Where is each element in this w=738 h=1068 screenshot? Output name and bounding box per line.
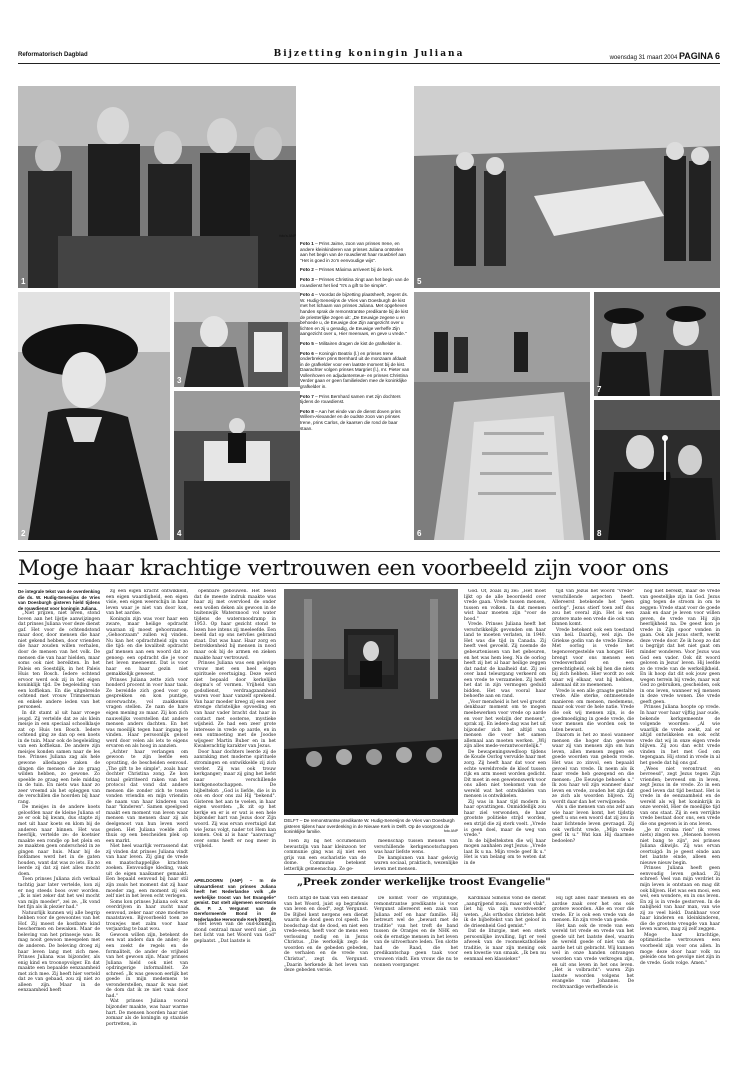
photo-number: 2 <box>21 529 26 538</box>
date-text: woensdag 31 maart 2004 <box>609 55 678 61</box>
sidebar-paragraph: toch altijd de taak van een dienaar van het Woord, juist op begrafenis van leven en dood", zegt Vergunst. De Bijbel kent nergens een dienst waarin de dood geen rol speelt. De boodschap dat de dood, en niet een vrede-eens, heeft voor de mens een verlossing nodig en in Jezus Christus. „Die werkelijk zegt: de woorden en de gebeden gebeden, de verhalen en de vrede van Christus", zegt ds. Vergunst. „Daarin herkende ik het leven van deze gebeden versie. <box>284 896 368 974</box>
article-paragraph: De kampiunen van haar gelovig waren sociaal, praktisch, wezenlijke leven met mensen. <box>374 855 458 872</box>
photo-5 <box>414 86 720 288</box>
delft-photo-caption: DELFT – De remonstrantse predikante W. Hudig-Senesijns de Vries van Doesburgh gisteren tijdens haar overdenking in de Nieuwe Kerk in Delft. Op de voorgrond de koninklijke familie. foto ANP <box>284 818 458 835</box>
page-label: PAGINA <box>678 51 714 61</box>
article-paragraph: tijd van Jezus het woord "vrede" verschillende aspecten heeft. Allereerst betekende het "geen oorlog". Jezus stierf toen zelf dus zou het overal zijn. Het is een grotere mate een vrede die ook van binnen komt. <box>552 589 634 628</box>
photo-delft <box>284 589 458 815</box>
article-paragraph: Zij was in haar tijd modern in haar opvattingen. Onmiddellijk zou haar ziel verwonden, de haar grootste politieke strijd worden, een strijd die zij sterk voelt. „Vrede is geen doel, maar de weg van vrede." <box>464 799 546 839</box>
caption-4: Foto 4 – Voordat de bijzetting plaatsheeft, zegent ds. W. Hudig-Senesijns de Vries van Doesburgh de kist met het lichaam van prinses Juliana. Met opgeheven handen sprak de remonstrantse predikante bij de kist de priesterlijke zegen uit: „De Eeuwige zegene u en behoede u, de Eeuwige doe Zijn aangezicht over u lichten en zij u genadig, de Eeuwige verheffe Zijn aangezicht over u, Hier meenuws, en geve u vrede." <box>300 292 409 337</box>
article-paragraph: Als u die mensen van ons zelf aan wie haar leven komt, het tijdstip geeft u ons een woord dat zij zou in haar lichtende leven gevraagd. Zij ook verlicht vrede, „Mijn vrede geef Ik u." Wat kan Hij daarmee bedoelen? <box>552 805 634 844</box>
article-column-4 <box>284 839 366 873</box>
photo-3-image <box>174 292 300 387</box>
sidebar-paragraph: Dat de liturgie, met een sterk persoonlijke invulling, ligt er veel afweek van de roomsekatholieke traditie, is naar zijn mening ook een kwestie van smaak. „Ik ben nu eenmaal een klassieker." <box>464 929 546 963</box>
photo-4 <box>174 391 300 540</box>
article-headline: Moge haar krachtige vertrouwen een voorbeeld zijn voor ons <box>18 556 669 581</box>
newspaper-source: Reformatorisch Dagblad <box>18 52 88 58</box>
article-paragraph: Niet heel waarlijk verrassend dat zij vinden dat prinses Juliana vindt van haar leven. Zij ging de vrede en maatschappelijke krachten zoeken. Eenvoudige kleding, vaak uit de eigen naaikamer gemaakt. Een bepaald eenvoud bij haar stil zijn zoals het moment dat zij haar moeder zag, een moment zij ook zelf niet in het leven echt verlegen. <box>106 844 188 900</box>
article-lead: De integrale tekst van de overdenking die ds. W. Hudig-Senesijns de Vries van Doesburgh gisteren hield tijdens de rouwdienst voor koningin Juliana. <box>18 589 100 611</box>
sidebar-column-2 <box>284 896 368 1050</box>
article-paragraph: In dit stamt al uit haar vroege jeugd. Zij vertelde dat ze als klein meisje in een speciaal schoolklasje zat op Huis ten Bosch. Iedere ochtend ging ze dan op een koets in de tuin. Maar ook de begeleiding van een koffiekan. De andere zijn meisjes konden samen naar de les toe. Prinses Juliana zag als hele gewone alledaagse zaken de dingen die mensen die zo graag wilden hebben, zo gewone. Zo speelde ze graag een hele middag in de tuin. En niets was haar zo zeer vreemd als het opleggen van de verschillen die hoorden bij haar rang. <box>18 711 100 805</box>
article-paragraph: De bewapeningswedloop tijdens de Koude Oorlog vervulde haar met zorg. Zij heeft haar dat voor een echte wereldvrede de kloof tussen rijk en arm moest worden gedicht. Dit moet in een gewetenswerk voor ons allen niet toekomst van de wereld wat het ontwikkelen van mensen is ontwikkelen. <box>464 749 546 800</box>
article-column-5 <box>374 839 458 873</box>
article-paragraph: Vrede is een alle graagte gestalte vrede. Alle sterke, ontmoetende manieren om mensen, medemens, maar ook voor de hele natie. Vrede die ook wij mensen zijn, is de goedmoediging in goede vrede, die voor mensen die worden ook te laten bewust. <box>552 688 634 733</box>
article-paragraph: nog niet bereikt, maar de vrede van geestelijke zijn in God. Jezus ging tegen de stroom in om te zeggen: Vrede staat voor de goede zaak en daar je leven voor willen geven, de vrede van Hij zijn heerlijkheid na. De geest kon je vrede in Zijn spoor vonden in gaan. Ook als Jezus sterft, werkt deze vrede door. Ze ik hoop zo dat u begrijpt dat het niet gaat om minder wonderen. Voor Jezus was God een vader. Ook dit woord geloven in Jezus' leven. Hij leefde zo de vrede van de werkelijkheid. En ik hoop dat dit ook jouw geen wegen terrein bij vrede, maar wat God zo gebruiken, gescheiden, ook in ons leven, wanneer wij mensen in deze vrede wonen. Die vrede geeft geen. <box>640 589 720 705</box>
article-paragraph: „Achter haar verlangen om gewoon te zijn leefde een opvatting, de bescheiden eenvoud. „The gift to be simple", zoals haar dochter Christina zong. Ze kon totaal geïrriteerd raken van het protocol dat vond dat andere mensen die zonder zich te tonen vonden vriendin en mijn vriendin de naam van haar kinderen van haar "kinderen". Samen speelgoed maakt een moment van leven waar mensen van mensen daar zij als deelgenoot van hun leven werd gezien. Het Juliana voelde zich thuis op een bescheiden plek op een markt. <box>106 749 188 844</box>
caption-1: Foto 1 – Prins Jaime, zoon van prinses Irene, en andere kleinkinderen van prinses Juliana ontstelen aan het begin van de rouwdienst haar rouwbrief aan "Het is goed in zo'n eenvoudige wijs". <box>300 241 406 263</box>
photo-5-image <box>414 86 720 288</box>
article-paragraph: meenschap tussen mensen van verschillende kerkgenootschappen was haar liefste wens. <box>374 839 458 856</box>
article-paragraph: Toen zij bij het occumenisch bewustzijn van haar kleinzoon ter communie ging was zij niet een grijs van een eucharistie van de dome. Communie betekent letterlijk gemeenschap. Ze ge- <box>284 839 366 872</box>
article-paragraph: Moge haar krachtige, optimistische vertrouwen een voorbeeld zijn voor ons allen. In moge deze door haar volk nu geleide ons ten gevolge niet zijn in de vrede. Gods volge. Amen." <box>640 932 720 966</box>
photo-delft-image <box>284 589 458 815</box>
article-paragraph: Soms kon prinses Juliana ook wat overdrijven in haar zucht naar eenvoud, zeker naar onze moderne maatstaven. Bijvoorbeeld toen ze trouwjes met zalm voor haar verjaardag te baat wou. <box>106 899 188 933</box>
article-paragraph: „Voor mensheid is het wel grootst denkbaar moment om te mogen meebewerken voor vrede op aarde en voor het welzijn der mensen", sprak zij. En iedere dag was het uit bijzonder zich het altijd van mensen die voor het samen allemaal aan moeten werken. „Wij zijn alles mede-verantwoordelijk." <box>464 699 546 750</box>
sidebar-column-3 <box>374 896 458 1050</box>
headline-rule-top <box>18 551 720 552</box>
article-paragraph: Prinses Juliana was een gelovige vrouw met een heel eigen spirituele overtuiging. Deze werd niet bepaald door kerkelijke dogma's of vormen. Vrijheid van godsdienst, verdraagzaamheid waren voor haar vanzelf sprekend. Van haar moeder kreeg zij een zeer strenge christelijke opvoeding en van haar vader bracht dat haar in contact met oosterse, mystieke wijsheid. Ze had een zeer grote interesse in vrede op aarde, en in een ontmoeting met de Joodse wijsgeer Martin Buber en in het Kwakerachtig karakter van Jezus. <box>194 661 276 750</box>
page-date <box>610 51 720 61</box>
photo-4-image <box>174 391 300 540</box>
headline-rule-bottom <box>18 583 720 584</box>
photo-number: 7 <box>597 385 602 394</box>
photo-credit: foto ANP <box>443 829 458 834</box>
caption-3: Foto 3 – Prinses Christina zingt aan het begin van de rouwdienst het lied "It's a gift to be simple". <box>300 276 409 288</box>
photo-1-image <box>18 86 296 288</box>
photo-number: 8 <box>597 529 602 538</box>
article-column-1 <box>18 589 100 1049</box>
sidebar-column-1 <box>194 878 276 1050</box>
article-paragraph: zij een eigen kracht ontwikkeld, een eigen waardigheid, een eigen visie, een eigen weerschijn in haar leven waar je niet van door kon, van het aardse. <box>106 589 188 617</box>
photo-2-image <box>18 292 170 540</box>
photo-number: 5 <box>417 277 422 286</box>
sidebar-lead: APELDOORN (ANP) – In de uitvaartdienst van prinses Juliana heeft het Nederlandse volk „de werkelijke troost van het Evangelie" gemist. Dat stelt algemeen secretaris ds. P. J. Vergunst van de Gereformeerde Bond in de Nederlandse Hervormde Kerk (NHK). <box>194 878 276 922</box>
page-number: 6 <box>714 51 720 61</box>
photo-7-image <box>594 292 720 396</box>
article-paragraph: Daarom is het zo mooi wanneer mensen die hoger dan gewone waar zij van mensen zijn om hun leven, allen mensen zeggen en goede woorden van gebeds vrede. Het was zo zinvol, een bepaald gevoel van vrede. Ik neem als ik haar vrede heb gezegend en die mensen: „De Eeuwige behoede u." Ik zou haar wil zijn wanneer daar leven en vrede, zouden het zijn dat ze zich als woorden blijven. Zij wordt daar dan het verwijzende. <box>552 733 634 805</box>
sidebar-paragraph: Hij ligt alles naar mensen en de aardse zaak over het ons ook grotere woorden. Alle en voor die vrede. Er is ook een vrede van de mensen. En zijn vrede van goede. <box>552 896 634 924</box>
section-title: Bijzetting koningin Juliana <box>273 49 465 59</box>
article-paragraph: In de bijbelteksten die wij haar mogen aanhalen zegt Jezus: „Vrede laat Ik u na. Mijn vrede geef Ik u." Het is van belang om te weten dat in de <box>464 838 546 866</box>
sidebar-paragraph: Kardinaal Simonis vond de dienst „aangrijpend mooi, maar wel vlak", liet hij via zijn woordvoerder weten. „Als orthodox christen hebt ik de bijbeltekst van het geloof in de drieenheid God gemist." <box>464 896 546 929</box>
article-paragraph: Natuurlijk kunnen wij alle begrip hebben voor de gewoontes van het Hof. Zij moest de kostbare kind beschermen en bewaken. Maar de beleving van het prinsesje was: Ik mag nooit gewoon meespelen met de anderen. De beleving droeg zij haar leven lang met zich mee. Prinses Juliana was bijzonder, als enig kind en troonopvolger. En dat maakte een bepaalde eenzaamheid met zich mee. Zij heeft hier verteld dat ze van gebaad, zou zij niet zo alleen zijn. Maar in de eenzaamheid heeft <box>18 910 100 994</box>
sidebar-headline: „Preek zonder werkelijke troost Evangelie" <box>297 876 551 888</box>
article-paragraph: Toen prinses Juliana zich verkaal tachtig jaar later vertelde, kon zij er nog steeds boos over worden. „Ik is niet zeker dat het wel mocht van mijn moeder", zei ze. „Ik vond het fijn als ik plezier had." <box>18 877 100 911</box>
sidebar-column-4 <box>464 896 546 1050</box>
caption-6: Foto 6 – Koningin Beatrix (l.) en prinses Irene onderbreken prins Bernhard uit de monzaam afdaalt in de grafkelder voor een laatste moment bij de kist. Daarachter volgen prinses Margriet (l.), mr. Pieter van Vollenhoven en adjudantenteue- en prinses Christina Verder gaan er geen familieleden mee de koninklijke grafkelder in. <box>300 350 410 390</box>
sidebar-paragraph: Het leven van de oud-koningin stond centraal maar werd niet „in het licht van het Woord van God" geplaatst. „Dat laatste is <box>194 922 276 945</box>
photo-captions <box>300 241 410 435</box>
article-paragraph: „Wees niet verontrust en bevreesd", zegt Jezus tegen Zijn vrienden; bevreesd om in leven, zegt Jezus in de vrede. Zo in een goed leven dat tijd bestaat. Het is vrede in de eenzaamheid en de wereld als wij het koninkrijk in onze wereld, Hier de moeilijke tijd van ons staat. Zij in een verrijkte vrede bestaat door ons, een vrede die ons gegeven is in ons leven. <box>640 766 720 827</box>
article-paragraph: Vrede betekent ook een toestand van heil. Daarbij, wel zijn. De Griekse godin van de vrede Eirene. Met oorlog is vrede het tegenovergestelde van honger. Het brengt voor ons mensen een vredesverband en een gerechtigheid, ook bij hen die niets bij zich hebben. Hier wordt zo ook waar wij elkaar, wat hij hebben, allemaal dit zo meenemen. <box>552 627 634 689</box>
sidebar-column-5 <box>552 896 634 1050</box>
photo-credit: foto's ANP <box>279 234 296 238</box>
article-paragraph: God. Of, zoals zij zei: „Het moet lijkt op de alle beoordeeld over vrede gaan. Vrede tussen mensen, tussen en volken. In dat meenen wist haar moeten zijn "voor de hood." <box>464 589 546 622</box>
photo-number: 6 <box>417 529 422 538</box>
article-paragraph: Prinses Juliana zette zich voor honderd procent in voor haar taak. Ze bereidde zich goed voor op gesprekken en kon puntige, onverwachte, vol zaakkennis vragen stellen. Ze nam de hare eigen mening zo maar. Zij kon zich nauwelijks voorstellen dat andere mensen anders dachten. En het was moeilijk tegen haar ingang te vinden. Haar persoonlijk geloof werd door velen als iets te eigens ervaren en als hoog in aanzien. <box>106 677 188 750</box>
sidebar-paragraph: Het kan ook de vrede van een wereld tot vrede en vrede van het goede uit het laatste deel, waarin de wereld goede of niet van de aarde het uit gebracht. Wij kunnen wel in onze handen ontvangen woorden van vrede verkregen zijn, en uit ons leven in het ons leven. „Het is volbracht": waren Zijn laatste woorden volgens het evangelie van Johannes. De rechtvaardige verheffende is <box>552 923 634 990</box>
photo-2 <box>18 292 170 540</box>
caption-2: Foto 2 – Prinses Máxima arriveert bij de kerk. <box>300 267 394 273</box>
article-paragraph: „Niet prijzen, niet loven, stond boven aan het lijstje aanwijzingen dat prinses Juliana voor deze dienst gaf. Het voor de ochtendstond maar door, door mensen die haar niet gekend hebben, door vrienden die haar zouden willen verhalen, door de mensen van het volk. De mensen die van haar hielden, maar soms ook niet bereikten. In het Paleis en Soestdijk, in het Paleis Huis ten Bosch. Iedere ochtend ervoor werd ook zij in het eigen koninklijk tijd. De begeleiding van een koffiekan. En die uitgebreide ochtend met vrouw Trimmerman en enkele andere leden van het personeel. <box>18 611 100 711</box>
article-paragraph: De meisjes in de andere koets geloofden naar de kleine Juliana of ze er ook bij kwam, dus stapte zij met uit haar koets en klom bij de anderen naar binnen. Het was heerlijk, vertelde ze: de koetsier maakte een rondje op het plein en ze maakten geen onderscheid in ze gingen naar huis. Maar bij de hofdames werd het in de gaten houden, want dat was zo iets. En zo leerde zij dat zij niet alles mocht doen. <box>18 805 100 877</box>
article-column-8 <box>640 589 720 1049</box>
photo-8 <box>594 400 720 540</box>
article-column-2 <box>106 589 188 1049</box>
article-paragraph: Door haar dochters leerde zij de aanraking met moderne spirituele stromingen en ontwikkelde zij zich verder. Zij was ook trouw kerkganger; maar zij ging het liefst naar verschillende kerkgenootschappen. De bijbeltekst: „God is liefde, die is in ons en door ons zal Hij "bekend". Gisteren het aan te voelen, in haar eigen woorden: „Ik zit op het kerkje en er is er wat is een hele bijzonder hart van Jezus door Zijn woord. Zij was ervan overtuigd dat wie Jezus volgt, nader tot Hem kan komen. Ook al is haar "aanvraag" over soms heeft er nog meer in vrijheid. <box>194 749 276 850</box>
sidebar-rule <box>284 874 634 875</box>
article-paragraph: Vrede. Prinses Juliana heeft het verschrikkelijk gevonden om haar land te moeten verlaten, in 1940. Het was die tijd in Canada. Zij heeft veel gevoeld. Zij noemde de gebeurtenissen van het gebeuren, en het was hem leeg. Na de oorlog heeft zij het al haar heilige zeggen dat nadat de kaalheid dat. Zij zei over land teleurgang verkeerd om een vrede te verzamelen. Zij heeft het dat in zijn vermogen geduld bidden. Het was vooral haar behoefte aan en rand. <box>464 622 546 700</box>
photo-3 <box>174 292 300 387</box>
photo-number: 4 <box>177 529 182 538</box>
article-paragraph: Prinses Juliana heeft geen eenvoudig leven gehad. Zij schreef: Veel van mijn verdriet in mijn leven is ontstaan en mag dit ook blijven. Het was een mooi, een wel, een wondere, en in ons leven. En zij is in vrede gestorven. In de nabijheid van haar man, van wie zij zo veel hield. Dankbaar voor haar kinderen en kleinkinderen, die de grootste vreugde van haar leven waren, mag zij zelf zeggen. <box>640 866 720 933</box>
caption-7: Foto 7 – Prins Bernhard samen met zijn dochters tijdens de rouwdienst. <box>300 393 401 405</box>
photo-1 <box>18 86 296 288</box>
article-paragraph: openbare gebouwen. Het beeld dat de meeste indruk maakte was haar zij met overvloed de onder een wollen deken als gewoon in de buitenwijk Watersnood vol water tijdens de watersnoodramp in 1953. Op haar gezicht stond te lezen hoe intens zij meeleefde. Een beeld dat op ons netvlies gebrand staat. Dat was haar. Haar zorg en betrokkenheid bij mensen in nood maar ook bij de armen en zieken maakte haar vertrouwd. <box>194 589 276 661</box>
article-paragraph: Gewoon willen zijn, betekent de een wat anders dan de ander; de een zoekt de regels en de formaliteit, de ander de vrijheid van het gewoon zijn. Maar prinses Juliana hield ook niet van opdringerige informaliteit. Ze schreef: „Ik was gewoon eerlijk het goede in mijn medemens te veronderstellen, maar ik was niet de dom dat ik ze niet vaak door had." <box>106 932 188 999</box>
caption-8: Foto 8 – Aan het einde van de dienst doven prins Willem-Alexander en de oudste zoon van prinses Irene, prins Carlos, de kaarsen die rond de baar staan. <box>300 408 401 431</box>
article-column-6 <box>464 589 546 873</box>
sidebar-paragraph: De komst voor de vrijzinnige, remonstrantse predikante is voor Vergunst allereerst een zaak van Juliana zelf en haar familie. Hij betreurt wel de „bewust met de traditie" van het treft de band tussen de Oranjes en de NHK en ook de ernstige mensen in het leven van de uitvoerbare leden. Ten slotte had de Raad, die het predikantschap geen taak voor vrouwen vindt. Een vrouw die nu te nonnen voorganger. <box>374 896 458 968</box>
article-paragraph: Wat prinses Juliana vooral bijzonder maakte, was haar warme hart. De mensen hoorden haar niet zomaar als de koningin op staatsie portretten, in <box>106 999 188 1027</box>
caption-5: Foto 5 – Militairen dragen de kist de grafkelder in. <box>300 340 402 346</box>
article-paragraph: „Je m' cruina rien" (ik vrees niets) zingen we. „Mensen hoeven niet bang te zijn", zei prinses Juliana dikwijls. Zij was ervan overtuigd: In je geest einde aan het laatste einde, alleen een nieuwe nieuw begin. <box>640 827 720 866</box>
photo-number: 3 <box>177 376 182 385</box>
photo-number: 1 <box>21 277 26 286</box>
photo-8-image <box>594 400 720 540</box>
photo-6-image <box>414 292 590 540</box>
article-column-7 <box>552 589 634 873</box>
article-paragraph: Prinses Juliana hoopte op vrede. In haar voor haar vijftig jaar oude, bekende kerkgemeente de volgende woorden: „Al wie waarlijk de vrede zoekt, zal er altijd ontwikkelen en ook echt vrede dat wij in onze eigen vrede blijven. Zij zou dan echt vrede vinden in het met God om tegengaan. Hij stond in vrede in al het goede dat hij ons gaf. <box>640 705 720 766</box>
photo-7 <box>594 292 720 396</box>
header-rule <box>18 63 720 64</box>
article-column-3 <box>194 589 276 873</box>
article-paragraph: Koningin zijn was voor haar een zware, maar heilige opdracht waaraan zij moest gehoorzamen. „Gehoorzaam" zullen wij vinden. Nu kan het opdrachtheid zijn van die tijd: en die kwaliteit opdracht gaf mensen aan een woord dat zo genoeg: een opdracht die je voor het leven meeneemt. Dat is voor haar en haar gezin niet gemakkelijk geweest. <box>106 616 188 678</box>
photo-6 <box>414 292 590 540</box>
